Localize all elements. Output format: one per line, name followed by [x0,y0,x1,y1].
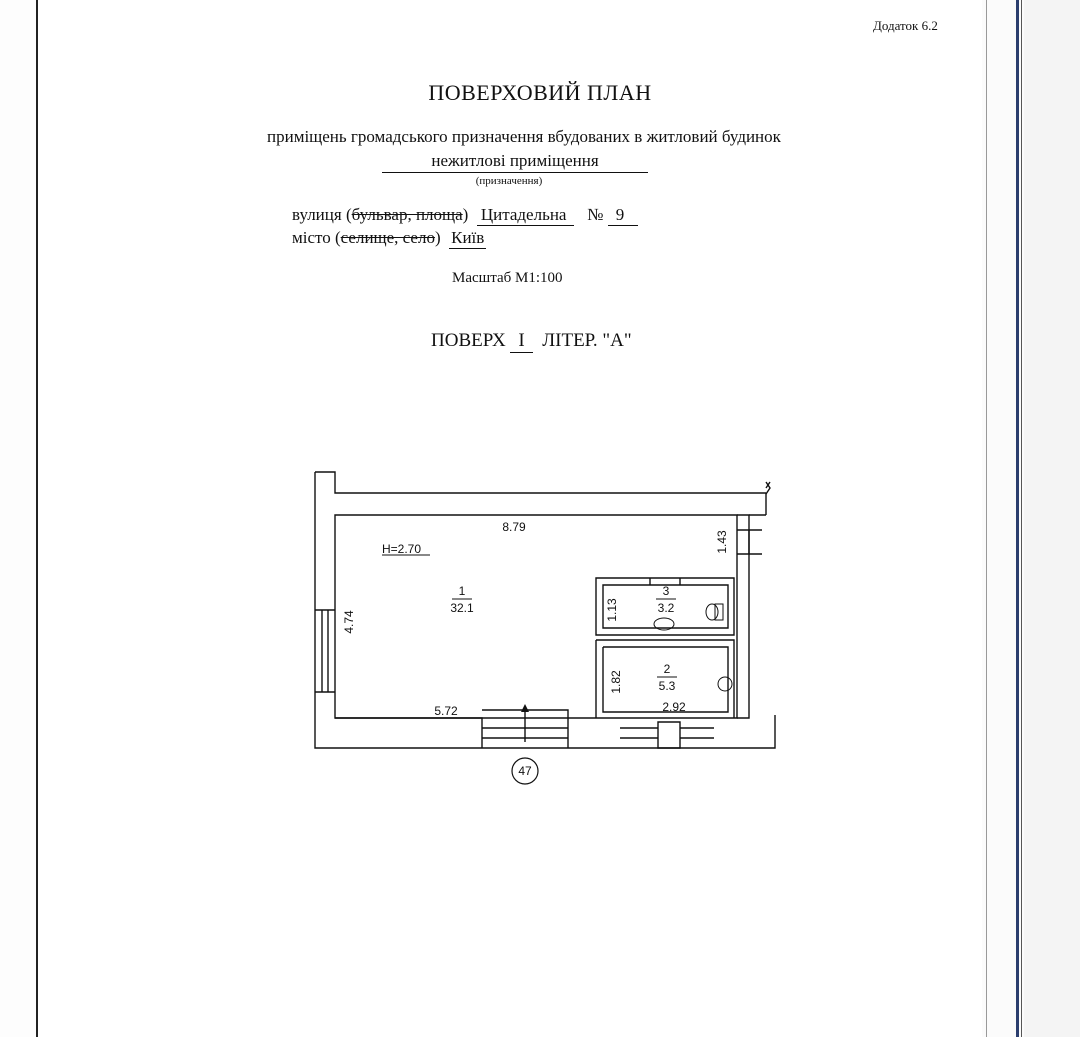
toilet-icon [706,604,718,620]
room-1-number: 1 [458,584,466,598]
purpose-caption: (призначення) [475,175,543,187]
dimension-room-3-height: 1.13 [605,598,619,622]
floor-heading [431,330,632,353]
binding-line [1021,0,1022,1037]
dimension-right-top: 1.43 [715,530,729,554]
street-value: Цитадельна [477,205,575,226]
letter-label: ЛІТЕР. "А" [542,330,632,351]
left-window [315,610,335,692]
street-row [292,205,638,226]
entrance-number: 47 [518,764,532,778]
wall-break-mark [766,482,770,494]
outer-wall-top [315,472,766,493]
binding-margin [982,0,1080,1037]
room-3-area: 3.2 [657,601,675,615]
binding-line [986,0,987,1037]
city-row [292,228,486,249]
appendix-label: Додаток 6.2 [873,18,938,33]
city-label-prefix: місто ( [292,228,341,247]
dimension-left-height: 4.74 [342,610,356,634]
room-2-area: 5.3 [658,679,676,693]
dimension-bottom-left-width: 5.72 [434,704,458,718]
city-value: Київ [451,228,485,247]
bottom-windows [620,722,714,748]
entrance-arrow-head [521,704,529,712]
dimension-room-2-height: 1.82 [609,670,623,694]
page-left-edge [0,0,38,1037]
height-label: Н=2.70 [382,542,422,556]
page-left-edge-line [36,0,38,1037]
room-2-number: 2 [663,662,671,676]
dimension-room-2-width: 2.92 [662,700,686,714]
right-wall [737,515,749,718]
washbasin-icon [718,677,732,691]
street-label-struck: бульвар, площа [351,205,463,224]
binding-shade [1024,0,1080,1037]
floor-plan-drawing [300,460,790,790]
city-label-suffix: ) [434,228,441,247]
binding-stripe [1016,0,1019,1037]
scale-label: Масштаб М1:100 [452,270,563,286]
street-label-prefix: вулиця ( [292,205,352,224]
page-title: ПОВЕРХОВИЙ ПЛАН [428,80,652,105]
room-3-number: 3 [662,584,670,598]
right-wall-top [749,493,766,515]
city-label-struck: селище, село [340,228,435,247]
number-label: № [587,205,604,224]
room-1-area: 32.1 [450,601,474,615]
right-door [737,530,762,554]
floor-label: ПОВЕРХ [431,330,506,351]
document-subtitle: приміщень громадського призначення вбудованих в житловий будинок [267,127,781,146]
dimension-top-width: 8.79 [502,520,526,534]
number-value: 9 [608,205,639,226]
purpose-value: нежитлові приміщення [382,151,648,173]
floor-value: I [510,330,532,353]
street-label-suffix: ) [462,205,469,224]
